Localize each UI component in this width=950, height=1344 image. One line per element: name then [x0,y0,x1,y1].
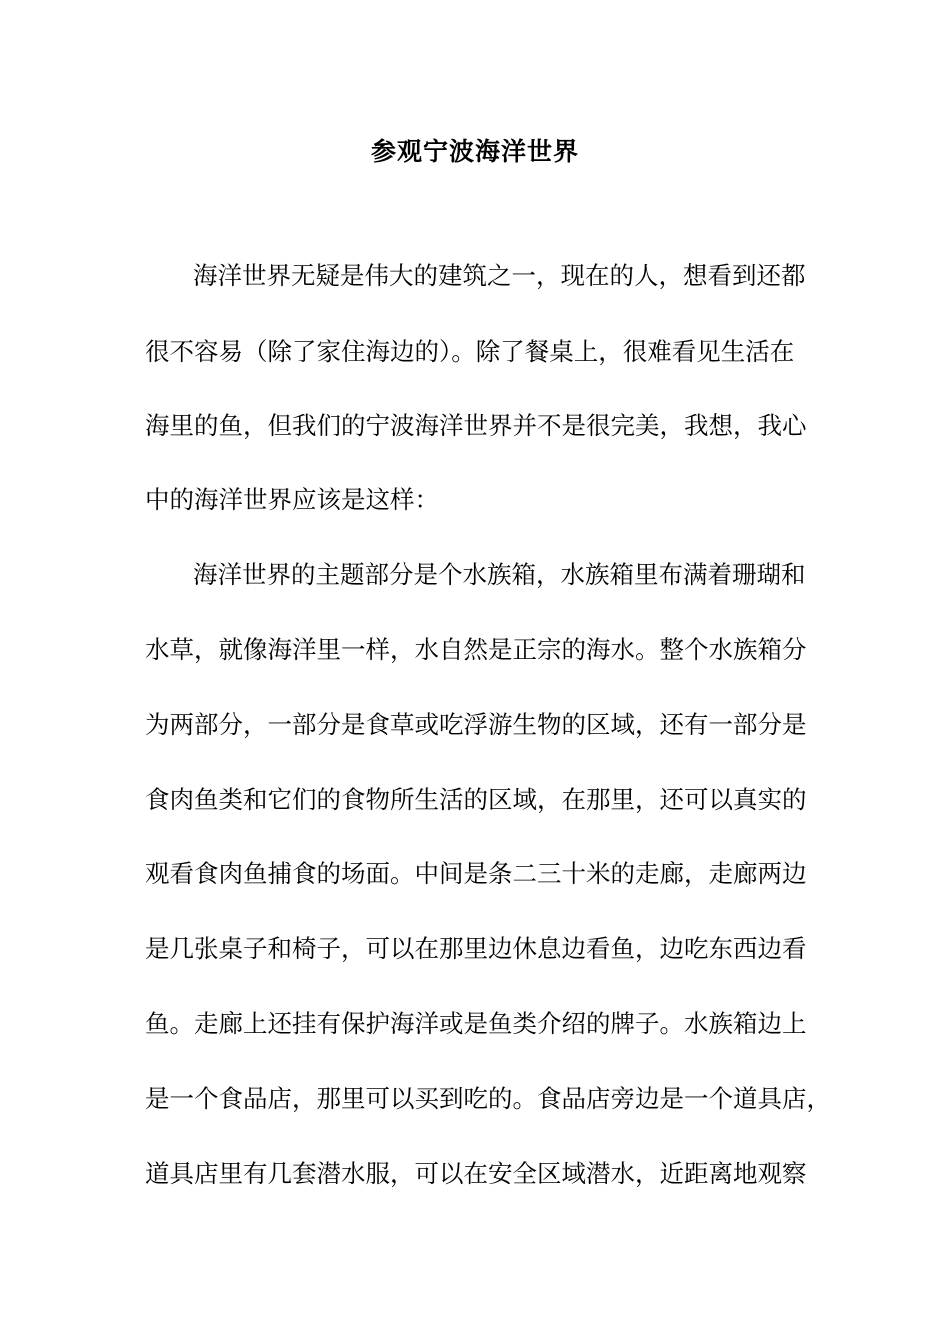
body-line: 是一个食品店，那里可以买到吃的。食品店旁边是一个道具店， [145,1084,831,1113]
body-line: 观看食肉鱼捕食的场面。中间是条二三十米的走廊，走廊两边 [145,859,807,888]
document-title: 参观宁波海洋世界 [370,137,579,166]
body-line: 水草，就像海洋里一样，水自然是正宗的海水。整个水族箱分 [145,635,807,664]
body-line: 为两部分，一部分是食草或吃浮游生物的区域，还有一部分是 [145,710,807,739]
body-line: 中的海洋世界应该是这样： [145,485,439,514]
body-line: 鱼。走廊上还挂有保护海洋或是鱼类介绍的牌子。水族箱边上 [145,1009,807,1038]
body-line: 海洋世界的主题部分是个水族箱，水族箱里布满着珊瑚和 [193,560,806,589]
body-line: 海洋世界无疑是伟大的建筑之一，现在的人，想看到还都 [193,261,806,290]
body-line: 很不容易（除了家住海边的）。除了餐桌上，很难看见生活在 [145,337,795,366]
body-line: 是几张桌子和椅子，可以在那里边休息边看鱼，边吃东西边看 [145,934,807,963]
body-line: 海里的鱼，但我们的宁波海洋世界并不是很完美，我想，我心 [145,411,807,440]
body-line: 道具店里有几套潜水服，可以在安全区域潜水，近距离地观察 [145,1159,807,1188]
body-line: 食肉鱼类和它们的食物所生活的区域，在那里，还可以真实的 [145,785,807,814]
